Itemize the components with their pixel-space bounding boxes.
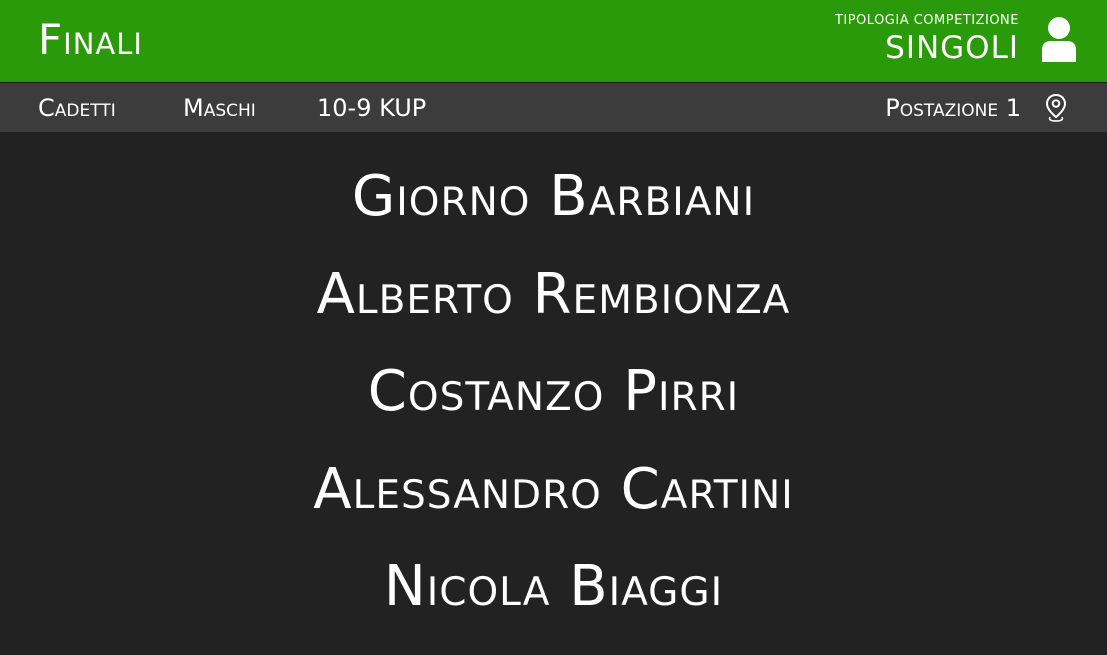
athlete-list — [0, 148, 1107, 636]
station-label: Postazione 1 — [885, 94, 1021, 122]
category-label: Cadetti — [38, 94, 116, 122]
station-selector[interactable] — [885, 83, 1067, 133]
athlete-name: Alessandro Cartini — [313, 456, 794, 522]
user-icon[interactable] — [1041, 16, 1077, 62]
grade-label: 10-9 KUP — [317, 94, 427, 122]
filter-bar — [0, 82, 1107, 132]
athlete-name: Alberto Rembionza — [316, 261, 791, 327]
competition-type-value: SINGOLI — [885, 30, 1019, 66]
gender-label: Maschi — [183, 94, 256, 122]
athlete-name: Giorno Barbiani — [351, 164, 756, 229]
map-pin-icon — [1045, 93, 1067, 123]
competition-type — [835, 12, 1019, 66]
athlete-name: Nicola Biaggi — [383, 554, 724, 619]
top-bar — [0, 0, 1107, 82]
competition-type-label: TIPOLOGIA COMPETIZIONE — [834, 13, 1019, 28]
athlete-name: Costanzo Pirri — [367, 359, 740, 424]
page-title: Finali — [38, 15, 143, 64]
